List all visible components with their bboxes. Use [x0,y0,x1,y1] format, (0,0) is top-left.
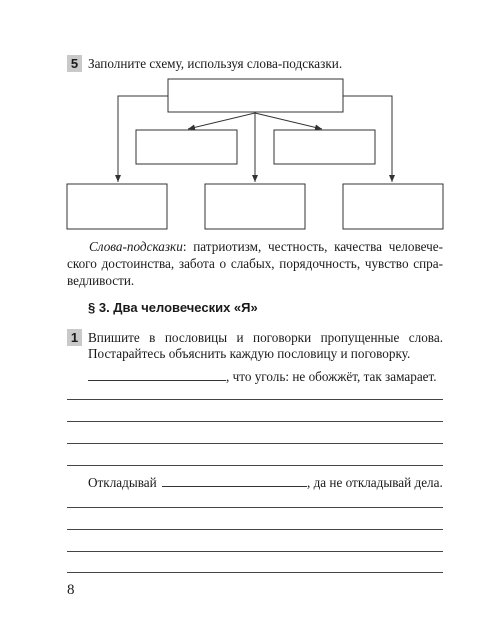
answer-line[interactable] [67,572,443,573]
proverb-1-text: , что уголь: не обожжёт, так замарает. [226,369,437,384]
hint-line-1 [67,238,443,255]
proverb-2-head: Откладывай [88,475,157,490]
answer-line[interactable] [67,529,443,530]
proverb-2-blank[interactable] [162,474,307,487]
answer-line[interactable] [67,421,443,422]
scheme-connector-diag-left [188,113,255,129]
task-1-number: 1 [67,329,82,346]
task-5-instruction: Заполните схему, используя слова-подсказки. [88,56,343,71]
hint-line-2: ского достоинства, забота о слабых, порядочность, чувство спра- [67,256,443,271]
proverb-2 [88,474,443,491]
section-title: § 3. Два человеческих «Я» [88,300,258,315]
answer-line[interactable] [67,443,443,444]
scheme-bottom-center-box[interactable] [205,184,305,229]
answer-line[interactable] [67,507,443,508]
hint-paragraph [67,238,443,289]
scheme-middle-left-box[interactable] [136,130,237,164]
scheme-bottom-right-box[interactable] [343,184,443,229]
task-1-instruction-line-2: Постарайтесь объяснить каждую пословицу и поговорку. [88,346,411,361]
answer-line[interactable] [67,399,443,400]
scheme-top-box[interactable] [168,79,343,112]
scheme-middle-right-box[interactable] [274,130,375,164]
scheme-connector-diag-right [255,113,322,129]
answer-line[interactable] [67,465,443,466]
task-5-number: 5 [67,55,82,72]
proverb-1-blank[interactable] [88,368,226,381]
page-number: 8 [67,582,75,598]
scheme-bottom-left-box[interactable] [67,184,167,229]
hint-text-1: : патриотизм, честность, качества человече- [182,239,443,254]
hint-label: Слова-подсказки [89,239,183,254]
answer-line[interactable] [67,551,443,552]
proverb-2-text: , да не откладывай дела. [306,475,443,490]
task-1-instruction-line-1: Впишите в пословицы и поговорки пропущенные слова. [88,330,443,345]
hint-line-3: ведливости. [67,273,135,288]
proverb-1 [88,368,437,385]
